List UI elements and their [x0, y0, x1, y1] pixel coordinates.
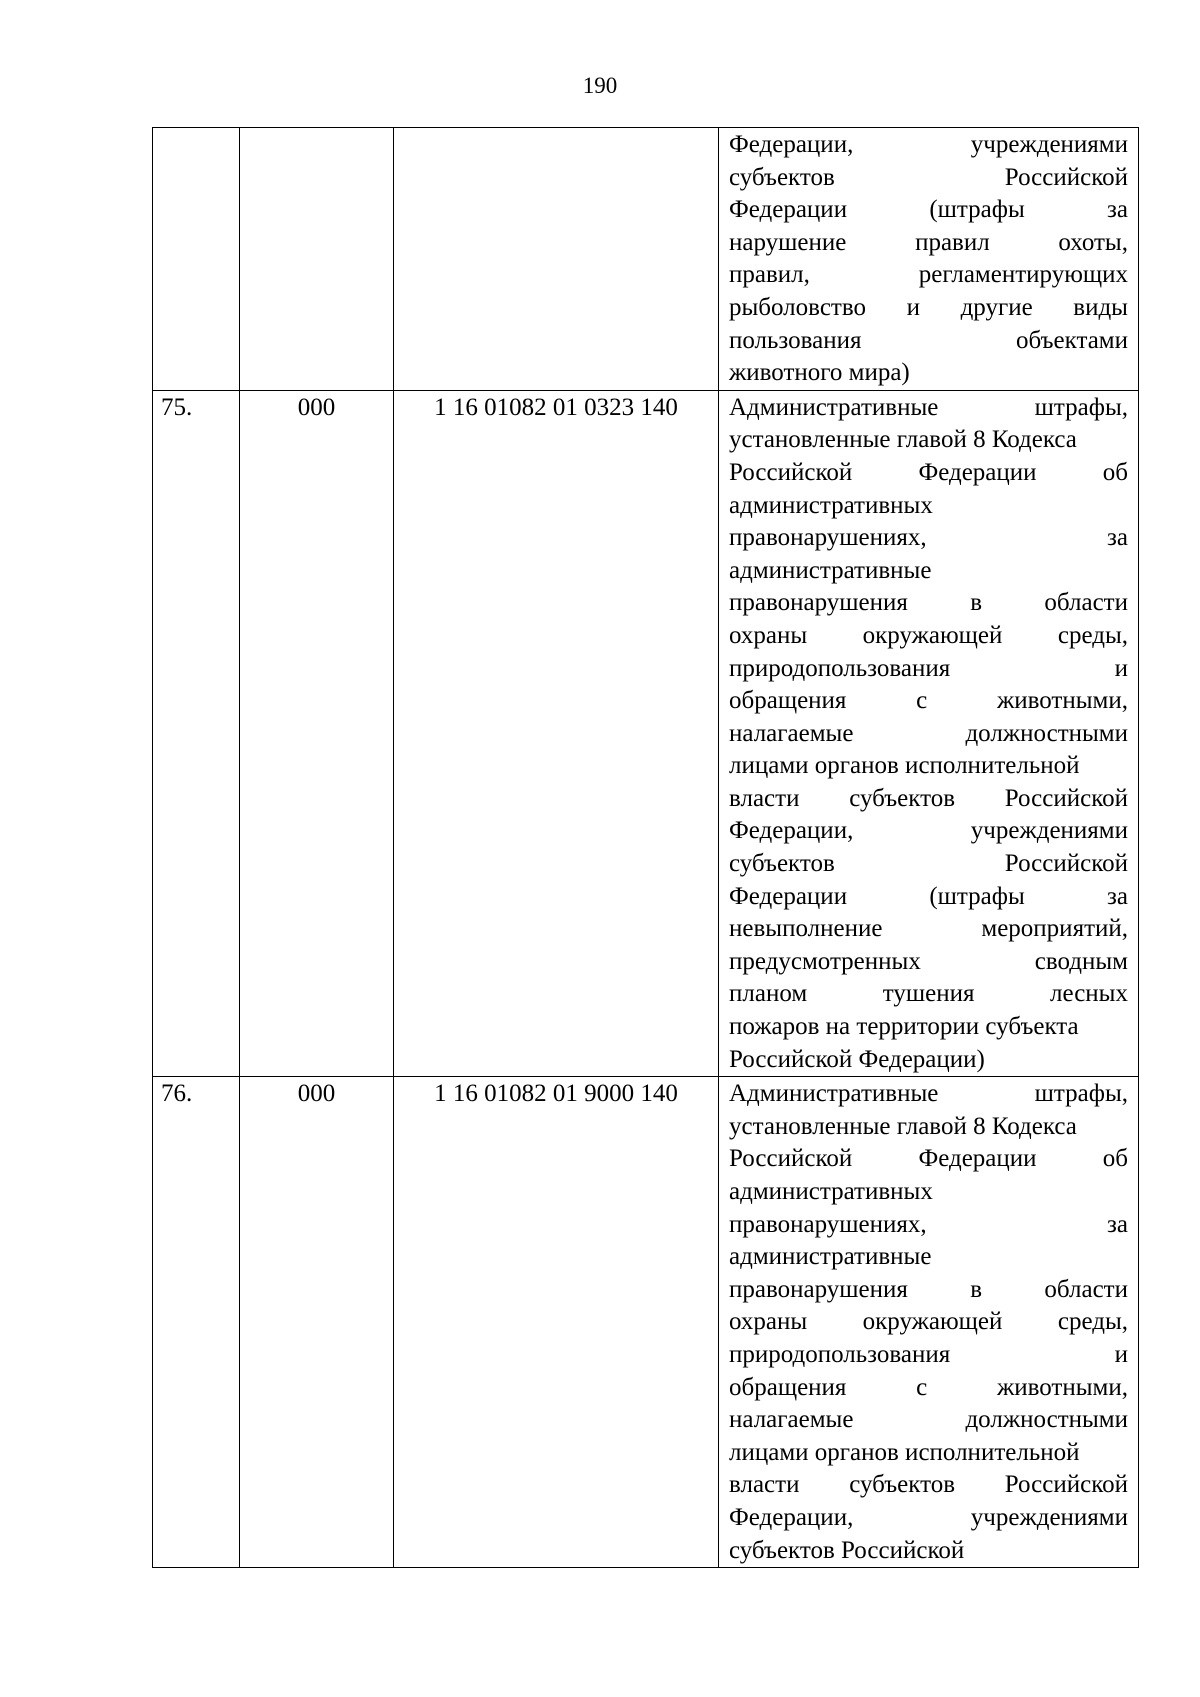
description-word: учреждениями — [970, 131, 1128, 158]
description-word: обращения — [729, 1373, 847, 1401]
description-word: (штрафы — [929, 882, 1025, 910]
description-line — [729, 848, 1128, 881]
codes-table-body — [153, 128, 1139, 1568]
description-word: и — [906, 293, 920, 321]
description-word: Федерации — [729, 882, 848, 910]
description-line — [729, 162, 1128, 195]
description-word: в — [970, 589, 983, 617]
description-line — [729, 653, 1128, 686]
table-row — [153, 1077, 1139, 1568]
description-word: мероприятий, — [981, 915, 1128, 943]
description-line — [729, 457, 1128, 490]
description-word: субъектов — [729, 163, 835, 191]
description-line: субъектов Российской — [729, 1536, 965, 1564]
description-word: правонарушениях, — [729, 1210, 927, 1238]
description-word: Российской — [1004, 784, 1128, 812]
description-word: Административные — [729, 1080, 939, 1108]
description-line — [729, 227, 1128, 260]
description-word: животными, — [996, 687, 1128, 715]
description-line — [729, 392, 1128, 425]
description-word: регламентирующих — [918, 261, 1128, 289]
description-word: рыболовство — [729, 293, 866, 321]
description-word: учреждениями — [970, 1503, 1128, 1531]
row-number-cell: 75. — [153, 390, 240, 1076]
budget-code-cell: 1 16 01082 01 9000 140 — [394, 1077, 719, 1568]
description-line — [729, 325, 1128, 358]
description-line: пожаров на территории субъекта — [729, 1013, 1079, 1041]
description-word: области — [1044, 1275, 1128, 1303]
description-cell — [719, 128, 1139, 391]
description-word: Российской — [729, 458, 853, 486]
description-word: правонарушения — [729, 1275, 908, 1303]
description-line — [729, 620, 1128, 653]
description-line — [729, 815, 1128, 848]
admin-code-cell: 000 — [240, 390, 394, 1076]
description-word: сводным — [1034, 947, 1128, 975]
description-line: административных — [729, 491, 933, 519]
description-word: природопользования — [729, 654, 951, 682]
description-line: установленные главой 8 Кодекса — [729, 426, 1077, 454]
description-word: налагаемые — [729, 719, 854, 747]
description-word: должностными — [965, 1406, 1128, 1434]
description-word: об — [1102, 458, 1128, 486]
description-word: Федерации, — [729, 1503, 854, 1531]
description-word: Российской — [1004, 1471, 1128, 1499]
description-word: Федерации, — [729, 817, 854, 845]
description-line — [729, 946, 1128, 979]
description-line — [729, 522, 1128, 555]
description-word: штрафы, — [1034, 1080, 1128, 1108]
description-word: и — [1114, 654, 1128, 682]
description-word: среды, — [1057, 621, 1128, 649]
description-word: Российской — [1004, 850, 1128, 878]
description-line — [729, 913, 1128, 946]
description-word: учреждениями — [970, 817, 1128, 845]
description-line: лицами органов исполнительной — [729, 752, 1080, 780]
description-line — [729, 1404, 1128, 1437]
description-word: правонарушениях, — [729, 524, 927, 552]
description-line: административные — [729, 556, 932, 584]
description-word: субъектов — [849, 784, 955, 812]
description-word: Федерации — [918, 458, 1037, 486]
description-line — [729, 978, 1128, 1011]
row-number-cell — [153, 128, 240, 391]
description-word: виды — [1073, 293, 1128, 321]
description-line — [729, 259, 1128, 292]
description-line: животного мира) — [729, 359, 910, 387]
description-word: окружающей — [862, 1308, 1003, 1336]
description-word: объектами — [1016, 326, 1128, 354]
description-word: за — [1107, 524, 1128, 552]
description-word: штрафы, — [1034, 393, 1128, 421]
admin-code-cell — [240, 128, 394, 391]
description-word: окружающей — [862, 621, 1003, 649]
description-word: с — [916, 1373, 928, 1401]
description-word: области — [1044, 589, 1128, 617]
description-line — [729, 1078, 1128, 1111]
description-word: тушения — [882, 980, 975, 1008]
description-cell — [719, 1077, 1139, 1568]
description-word: власти — [729, 784, 800, 812]
description-line: административные — [729, 1243, 932, 1271]
description-word: животными, — [996, 1373, 1128, 1401]
description-word: Российской — [1004, 163, 1128, 191]
description-line — [729, 685, 1128, 718]
description-word: охраны — [729, 1308, 808, 1336]
description-line — [729, 1469, 1128, 1502]
description-line — [729, 587, 1128, 620]
description-word: за — [1107, 196, 1128, 224]
description-word: Федерации, — [729, 131, 854, 158]
table-row — [153, 390, 1139, 1076]
description-word: правил, — [729, 261, 810, 289]
table-row — [153, 128, 1139, 391]
description-word: должностными — [965, 719, 1128, 747]
description-word: Федерации — [918, 1145, 1037, 1173]
description-word: Административные — [729, 393, 939, 421]
description-word: предусмотренных — [729, 947, 921, 975]
description-word: и — [1114, 1340, 1128, 1368]
row-number-cell: 76. — [153, 1077, 240, 1568]
description-line — [729, 1339, 1128, 1372]
description-word: с — [916, 687, 928, 715]
description-line — [729, 1143, 1128, 1176]
description-word: другие — [960, 293, 1033, 321]
description-word: лесных — [1050, 980, 1128, 1008]
description-cell — [719, 390, 1139, 1076]
description-line: лицами органов исполнительной — [729, 1438, 1080, 1466]
admin-code-cell: 000 — [240, 1077, 394, 1568]
description-line: Российской Федерации) — [729, 1045, 985, 1073]
description-word: Российской — [729, 1145, 853, 1173]
description-word: охраны — [729, 621, 808, 649]
description-line — [729, 129, 1128, 162]
description-word: в — [970, 1275, 983, 1303]
description-word: власти — [729, 1471, 800, 1499]
description-word: субъектов — [849, 1471, 955, 1499]
description-word: обращения — [729, 687, 847, 715]
description-line — [729, 1209, 1128, 1242]
description-word: налагаемые — [729, 1406, 854, 1434]
description-line: административных — [729, 1178, 933, 1205]
description-word: субъектов — [729, 850, 835, 878]
description-line — [729, 1372, 1128, 1405]
description-word: пользования — [729, 326, 862, 354]
description-word: невыполнение — [729, 915, 883, 943]
description-line — [729, 292, 1128, 325]
description-line — [729, 783, 1128, 816]
description-word: за — [1107, 1210, 1128, 1238]
description-word: охоты, — [1058, 228, 1128, 256]
description-word: нарушение — [729, 228, 847, 256]
page-number: 190 — [582, 73, 618, 98]
description-word: правонарушения — [729, 589, 908, 617]
description-word: планом — [729, 980, 808, 1008]
description-word: природопользования — [729, 1340, 951, 1368]
description-line — [729, 718, 1128, 751]
description-line — [729, 1502, 1128, 1535]
codes-table — [152, 127, 1139, 1568]
description-line — [729, 1306, 1128, 1339]
description-word: (штрафы — [929, 196, 1025, 224]
description-line: установленные главой 8 Кодекса — [729, 1112, 1077, 1140]
description-word: об — [1102, 1145, 1128, 1173]
description-word: за — [1107, 882, 1128, 910]
description-word: Федерации — [729, 196, 848, 224]
description-line — [729, 194, 1128, 227]
description-line — [729, 881, 1128, 914]
description-word: правил — [915, 228, 990, 256]
budget-code-cell — [394, 128, 719, 391]
description-word: среды, — [1057, 1308, 1128, 1336]
budget-code-cell: 1 16 01082 01 0323 140 — [394, 390, 719, 1076]
description-line — [729, 1274, 1128, 1307]
